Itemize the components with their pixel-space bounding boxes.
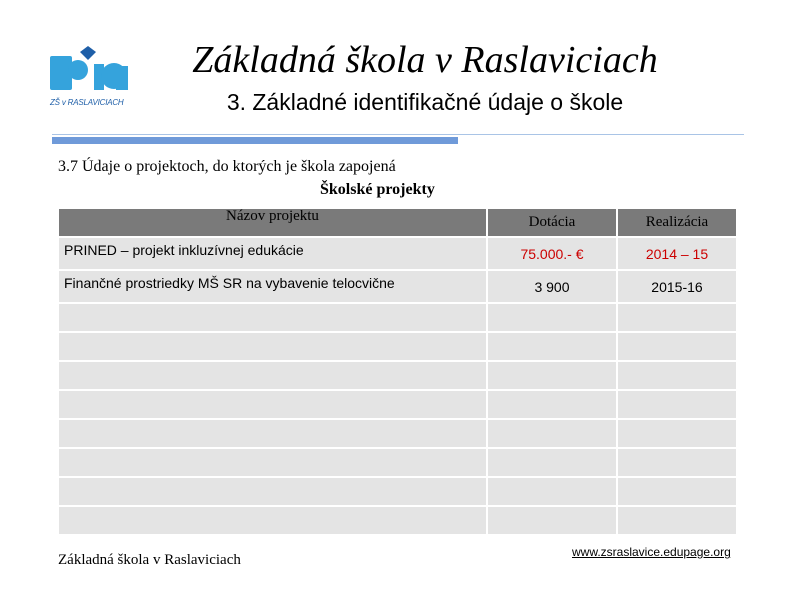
accent-bar [52, 137, 458, 144]
school-logo-icon [48, 46, 130, 96]
project-period: 2014 – 15 [618, 238, 736, 269]
section-heading: 3.7 Údaje o projektoch, do ktorých je škola zapojená [58, 158, 396, 175]
table-row-empty [59, 478, 736, 505]
divider-line [52, 134, 744, 135]
column-header-amount: Dotácia [488, 209, 616, 236]
page-subtitle: 3. Základné identifikačné údaje o škole [226, 89, 624, 115]
table-row-empty [59, 304, 736, 331]
column-header-period: Realizácia [618, 209, 736, 236]
school-logo [48, 46, 130, 112]
projects-table [57, 207, 738, 536]
logo-text: ZŠ v RASLAVICIACH [50, 98, 124, 107]
table-title: Školské projekty [320, 181, 435, 198]
table-row-empty [59, 333, 736, 360]
project-name: PRINED – projekt inkluzívnej edukácie [59, 238, 486, 269]
table-header-row [59, 209, 736, 236]
table-row-empty [59, 362, 736, 389]
table-row-empty [59, 391, 736, 418]
table-row [59, 238, 736, 269]
table-row-empty [59, 420, 736, 447]
page-title: Základná škola v Raslaviciach [192, 39, 658, 81]
project-period: 2015-16 [618, 271, 736, 302]
column-header-name: Názov projektu [59, 209, 486, 236]
project-amount: 3 900 [488, 271, 616, 302]
project-amount: 75.000.- € [488, 238, 616, 269]
project-name: Finančné prostriedky MŠ SR na vybavenie telocvične [59, 271, 486, 302]
table-row-empty [59, 507, 736, 534]
table-row-empty [59, 449, 736, 476]
footer-website-link[interactable]: www.zsraslavice.edupage.org [572, 545, 731, 559]
footer-school-name: Základná škola v Raslaviciach [58, 552, 241, 568]
table-row [59, 271, 736, 302]
